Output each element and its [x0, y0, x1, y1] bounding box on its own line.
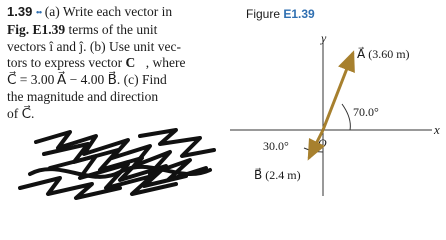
- vector-b-label: B⃗ (2.4 m): [254, 168, 301, 182]
- problem-number: 1.39: [7, 4, 33, 19]
- problem-line-2: [7, 22, 217, 39]
- figure-reference: Fig. E1.39: [7, 21, 66, 37]
- vector-c-symbol: C⃗: [125, 55, 146, 71]
- x-axis-label: x: [434, 122, 440, 137]
- figure-number: E1.39: [283, 7, 315, 21]
- where-text: , where: [145, 55, 186, 71]
- origin-label: O: [318, 136, 327, 150]
- scribble-redaction: [0, 128, 222, 202]
- angle-b-label: 30.0°: [263, 139, 289, 153]
- difficulty-dots: ••: [35, 7, 42, 19]
- angle-a-label: 70.0°: [353, 105, 379, 119]
- vector-a-arrow: [323, 53, 353, 130]
- problem-text-1: (a) Write each vector in: [41, 4, 173, 19]
- problem-line-3: vectors î and ĵ. (b) Use unit vec-: [7, 38, 181, 54]
- y-axis-label: y: [321, 31, 327, 45]
- figure-word: Figure: [246, 7, 281, 21]
- problem-line-1: [7, 4, 217, 22]
- vector-diagram: [220, 0, 446, 202]
- problem-line-6: the magnitude and direction: [7, 88, 159, 104]
- problem-text: [7, 4, 217, 123]
- problem-text-2: terms of the unit: [68, 21, 158, 37]
- problem-line-5: C⃗ = 3.00 A⃗ − 4.00 B⃗. (c) Find: [7, 72, 167, 88]
- problem-line-7: of C⃗.: [7, 105, 35, 121]
- problem-line-4: [7, 55, 217, 72]
- angle-arc-a: [342, 104, 350, 130]
- vector-a-label: A⃗ (3.60 m): [357, 47, 410, 61]
- problem-text-4: tors to express vector: [7, 55, 126, 71]
